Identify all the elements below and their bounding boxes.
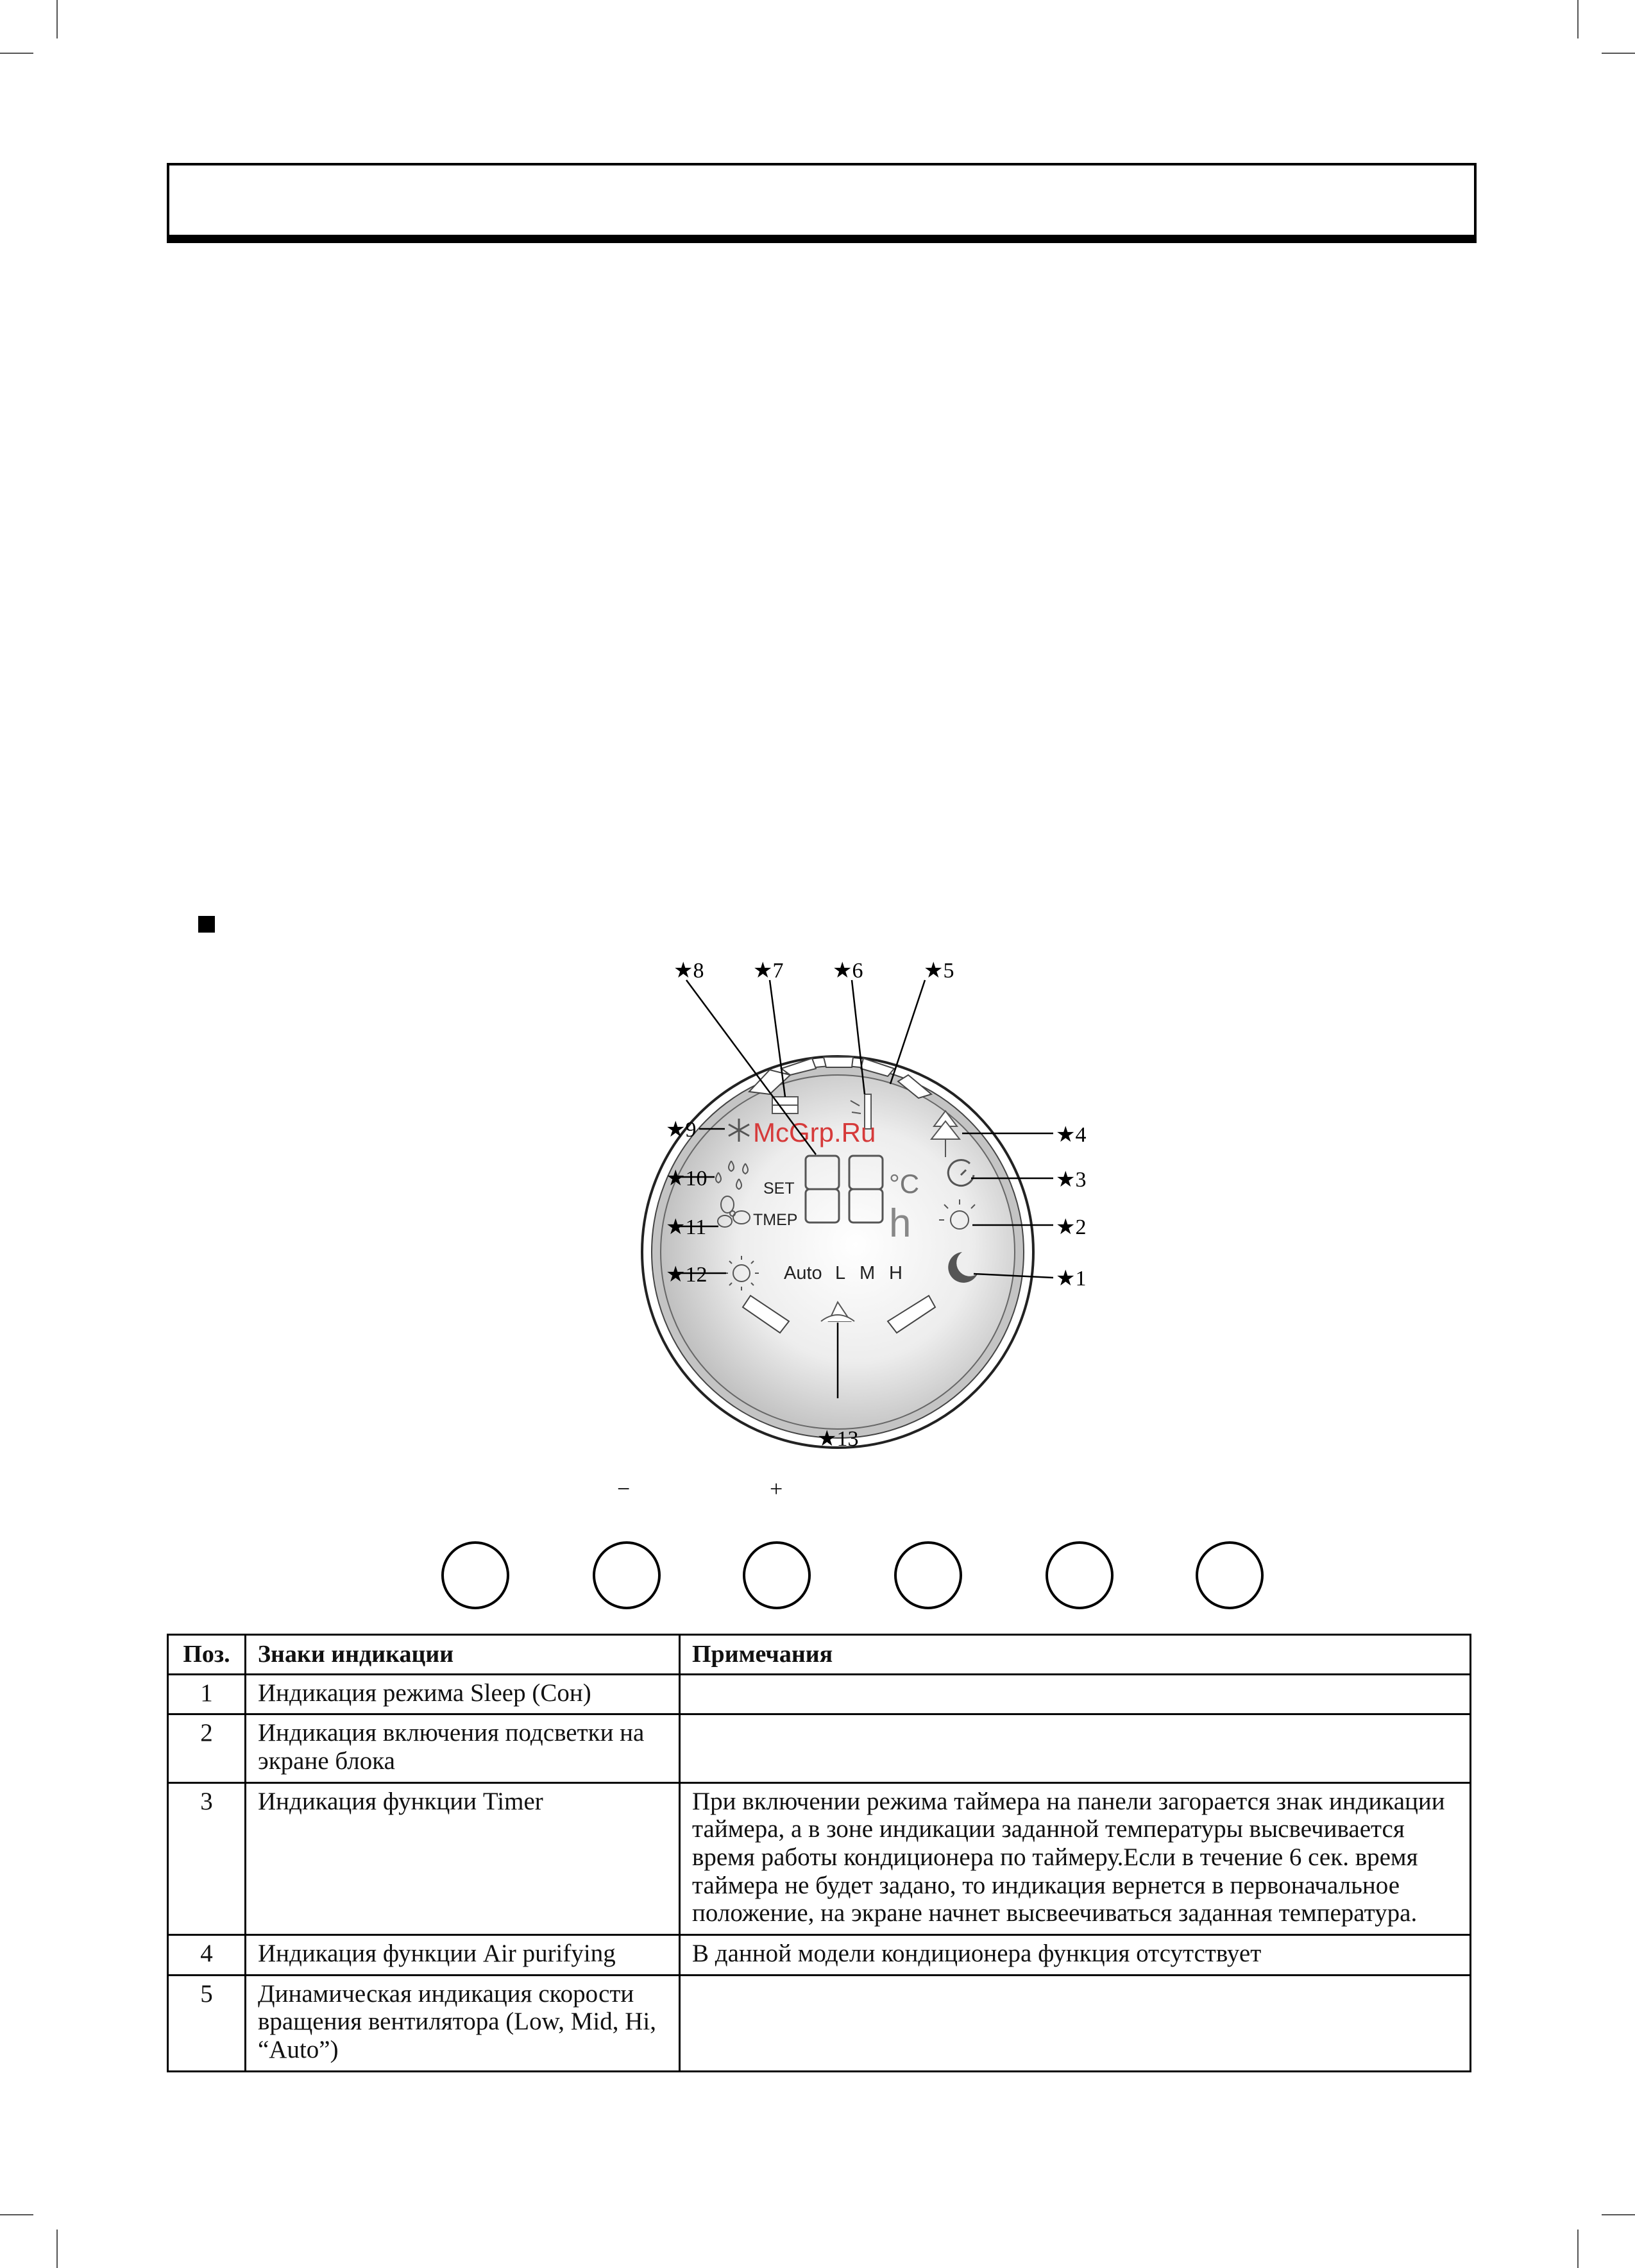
callout-8: ★8: [673, 959, 704, 983]
row-number: 3: [168, 1782, 246, 1934]
table-row: [168, 1934, 1471, 1975]
callout-7: ★7: [753, 959, 784, 983]
panel-button-minus[interactable]: [593, 1541, 661, 1609]
callout-13: ★13: [817, 1427, 859, 1451]
row-indication: Индикация функции Air purifying: [246, 1934, 680, 1975]
indication-table: [167, 1634, 1471, 2072]
crop-mark: [1577, 0, 1579, 38]
lcd-low-label: L: [835, 1263, 846, 1283]
lcd-temp-label: TMEP: [753, 1211, 798, 1229]
section-header-box: [167, 163, 1477, 243]
header-position: Поз.: [168, 1635, 246, 1675]
minus-sign: −: [617, 1476, 631, 1502]
row-number: 2: [168, 1714, 246, 1782]
watermark-text: McGrp.Ru: [753, 1117, 876, 1147]
row-indication: Индикация функции Timer: [246, 1782, 680, 1934]
row-indication: Индикация режима Sleep (Сон): [246, 1674, 680, 1714]
panel-button-plus[interactable]: [743, 1541, 811, 1609]
crop-mark: [1577, 2230, 1579, 2268]
row-number: 4: [168, 1934, 246, 1975]
row-note: [680, 1714, 1471, 1782]
row-note: [680, 1975, 1471, 2071]
row-note: В данной модели кондиционера функция отсутствует: [680, 1934, 1471, 1975]
table-row: [168, 1714, 1471, 1782]
lcd-set-label: SET: [763, 1180, 795, 1197]
callout-9: ★9: [666, 1118, 697, 1142]
lcd-high-label: H: [889, 1263, 902, 1283]
crop-mark: [56, 0, 58, 38]
row-indication: Динамическая индикация скорости вращения вентилятора (Low, Mid, Hi, “Auto”): [246, 1975, 680, 2071]
table-header-row: [168, 1635, 1471, 1675]
lcd-auto-label: Auto: [784, 1263, 822, 1283]
callout-2: ★2: [1056, 1215, 1087, 1239]
table-row: [168, 1674, 1471, 1714]
row-number: 5: [168, 1975, 246, 2071]
callout-1: ★1: [1056, 1267, 1087, 1291]
row-number: 1: [168, 1674, 246, 1714]
callout-10: ★10: [666, 1167, 707, 1190]
crop-mark: [0, 53, 33, 54]
row-note: [680, 1674, 1471, 1714]
callout-12: ★12: [666, 1263, 707, 1287]
panel-button-6[interactable]: [1196, 1541, 1264, 1609]
display-diagram-svg: [577, 949, 1129, 1527]
row-indication: Индикация включения подсветки на экране блока: [246, 1714, 680, 1782]
panel-button-4[interactable]: [894, 1541, 962, 1609]
plus-sign: +: [770, 1476, 783, 1502]
lcd-hours-label: h: [889, 1201, 911, 1246]
swing-louver-icon: [772, 1097, 798, 1113]
callout-6: ★6: [833, 959, 863, 983]
lcd-mid-label: M: [860, 1263, 876, 1283]
table-row: [168, 1782, 1471, 1934]
crop-mark: [56, 2230, 58, 2268]
callout-3: ★3: [1056, 1168, 1087, 1192]
crop-mark: [0, 2214, 33, 2215]
bullet-square-icon: [198, 916, 215, 933]
panel-button-5[interactable]: [1046, 1541, 1114, 1609]
header-indication: Знаки индикации: [246, 1635, 680, 1675]
display-panel-diagram: [577, 949, 1129, 1527]
header-notes: Примечания: [680, 1635, 1471, 1675]
lcd-celsius-label: °C: [889, 1169, 920, 1199]
row-note: При включении режима таймера на панели загорается знак индикации таймера, а в зоне индикации заданной температуры высвечивается время работы кондиционера по таймеру.Если в течение 6 сек. время таймера не будет задано, то индикация вернется в первоначальное положение, на экране начнет высвеечиваться заданная температура.: [680, 1782, 1471, 1934]
panel-button-1[interactable]: [441, 1541, 509, 1609]
table-row: [168, 1975, 1471, 2071]
callout-5: ★5: [924, 959, 954, 983]
crop-mark: [1602, 2214, 1635, 2215]
callout-4: ★4: [1056, 1123, 1087, 1147]
crop-mark: [1602, 53, 1635, 54]
callout-11: ★11: [666, 1215, 707, 1239]
